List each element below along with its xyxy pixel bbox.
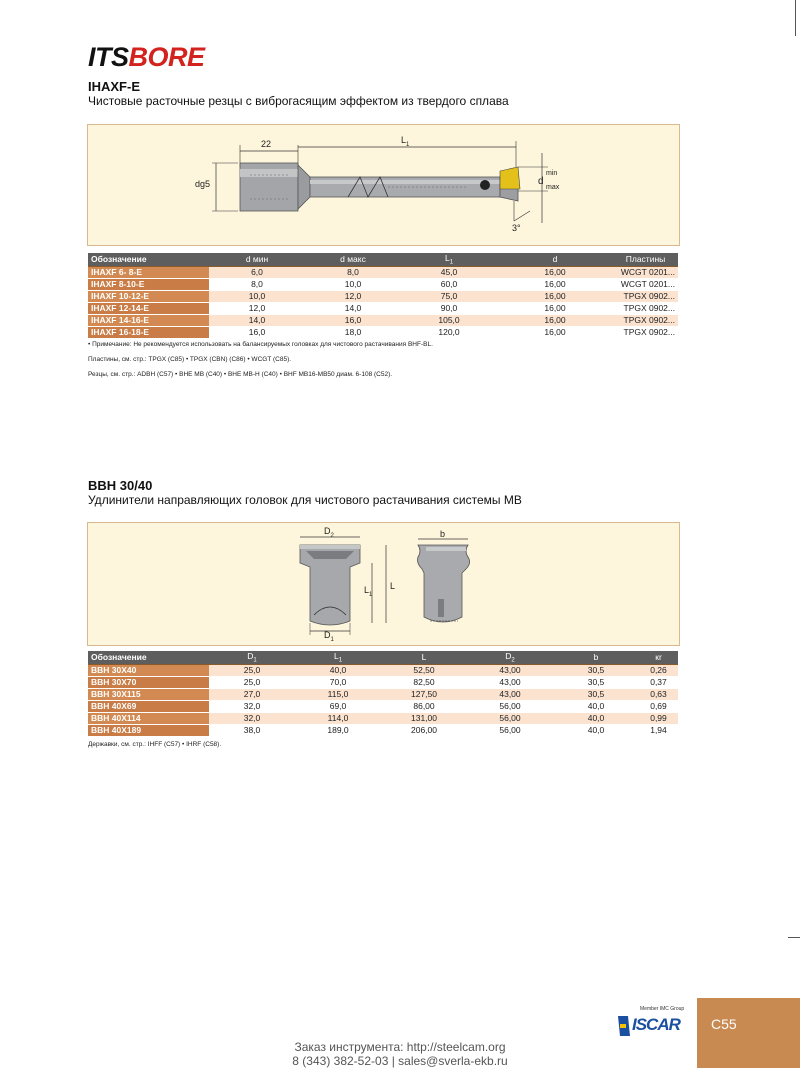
crop-mark-top (795, 0, 796, 36)
table-row: IHAXF 14-16-E 14,0 16,0 105,0 16,00 TPGX 0902... (88, 314, 678, 326)
section1-note-1: • Примечание: Не рекомендуется использовать на балансируемых головках для чистового растачивания BHF-BL. (88, 341, 433, 348)
crop-mark-right-top (788, 937, 800, 938)
col-inserts: Пластины (613, 253, 678, 266)
col-d: d (497, 253, 613, 266)
dim-dg5: dg5 (195, 179, 211, 189)
ihaxf-spec-table (88, 253, 678, 339)
bbh-drawing (87, 522, 680, 646)
dim-l1: $L_1$ (401, 135, 410, 148)
table-row: IHAXF 12-14-E 12,0 14,0 90,0 16,00 TPGX 0902... (88, 302, 678, 314)
col-l: L (381, 651, 467, 664)
dim-d: d (538, 176, 544, 187)
col-designation: Обозначение (88, 651, 209, 664)
dim-b: b (440, 529, 446, 539)
section1-note-2: Пластины, см. стр.: TPGX (C85) • TPGX (CBN) (C86) • WCGT (C85). (88, 356, 292, 363)
col-l1: $L_1$ (401, 253, 497, 266)
iscar-member-text: Member IMC Group (640, 1006, 685, 1012)
page-number: C55 (711, 1016, 737, 1032)
dim-d1: $D_1$ (324, 630, 334, 643)
section2-note-1: Державки, см. стр.: IHFF (C57) • IHRF (C58). (88, 741, 222, 748)
dim-min: min (546, 170, 558, 177)
ihaxf-drawing (87, 124, 680, 246)
dim-angle: 3° (512, 223, 521, 233)
section2-title: BBH 30/40 (88, 478, 153, 493)
table-header-row (88, 253, 678, 266)
table-row: IHAXF 6- 8-E 6,0 8,0 45,0 16,00 WCGT 0201... (88, 266, 678, 278)
col-dmin: d мин (209, 253, 305, 266)
dim-max: max (546, 184, 560, 191)
table-row: IHAXF 10-12-E 10,0 12,0 75,0 16,00 TPGX 0902... (88, 290, 678, 302)
bbh-spec-table (88, 651, 678, 737)
section1-subtitle: Чистовые расточные резцы с виброгасящим эффектом из твердого сплава (88, 94, 509, 108)
footer-contact-line: 8 (343) 382-52-03 | sales@sverla-ekb.ru (292, 1054, 508, 1068)
iscar-logo (618, 1006, 684, 1040)
ihaxf-tool-diagram (88, 125, 679, 245)
col-l1: $L_1$ (295, 651, 381, 664)
table-row: BBH 40X114 32,0 114,0 131,00 56,00 40,0 0,99 (88, 712, 678, 724)
col-d1: $D_1$ (209, 651, 295, 664)
section2-subtitle: Удлинители направляющих головок для чистового растачивания системы MB (88, 493, 522, 507)
bbh-extension-diagram (88, 523, 679, 645)
dim-d2: $D_2$ (324, 526, 334, 539)
col-b: b (553, 651, 639, 664)
footer-order-line: Заказ инструмента: http://steelcam.org (294, 1040, 506, 1054)
table-row: BBH 30X70 25,0 70,0 82,50 43,00 30,5 0,37 (88, 676, 678, 688)
table-row: BBH 40X189 38,0 189,0 206,00 56,00 40,0 1,94 (88, 724, 678, 736)
table-row: BBH 40X69 32,0 69,0 86,00 56,00 40,0 0,69 (88, 700, 678, 712)
section1-title: IHAXF-E (88, 79, 140, 94)
table-row: BBH 30X115 27,0 115,0 127,50 43,00 30,5 0,63 (88, 688, 678, 700)
itsbore-logo: ITSBORE (88, 42, 205, 72)
table-row: BBH 30X40 25,0 40,0 52,50 43,00 30,5 0,26 (88, 664, 678, 676)
col-kr: кr (639, 651, 678, 664)
col-d2: $D_2$ (467, 651, 553, 664)
table-row: IHAXF 8-10-E 8,0 10,0 60,0 16,00 WCGT 0201... (88, 278, 678, 290)
dim-22: 22 (261, 139, 272, 149)
section1-note-3: Резцы, см. стр.: ADBH (C57) • BHE MB (C40) • BHE MB-H (C40) • BHF MB16-MB50 диам. 6-108 (C52). (88, 371, 393, 378)
dim-l: L (390, 581, 396, 591)
col-designation: Обозначение (88, 253, 209, 266)
table-header-row (88, 651, 678, 664)
table-row: IHAXF 16-18-E 16,0 18,0 120,0 16,00 TPGX 0902... (88, 326, 678, 338)
iscar-wordmark: ISCAR (632, 1015, 680, 1034)
dim-l1: $L_1$ (364, 585, 373, 598)
col-dmax: d макс (305, 253, 401, 266)
